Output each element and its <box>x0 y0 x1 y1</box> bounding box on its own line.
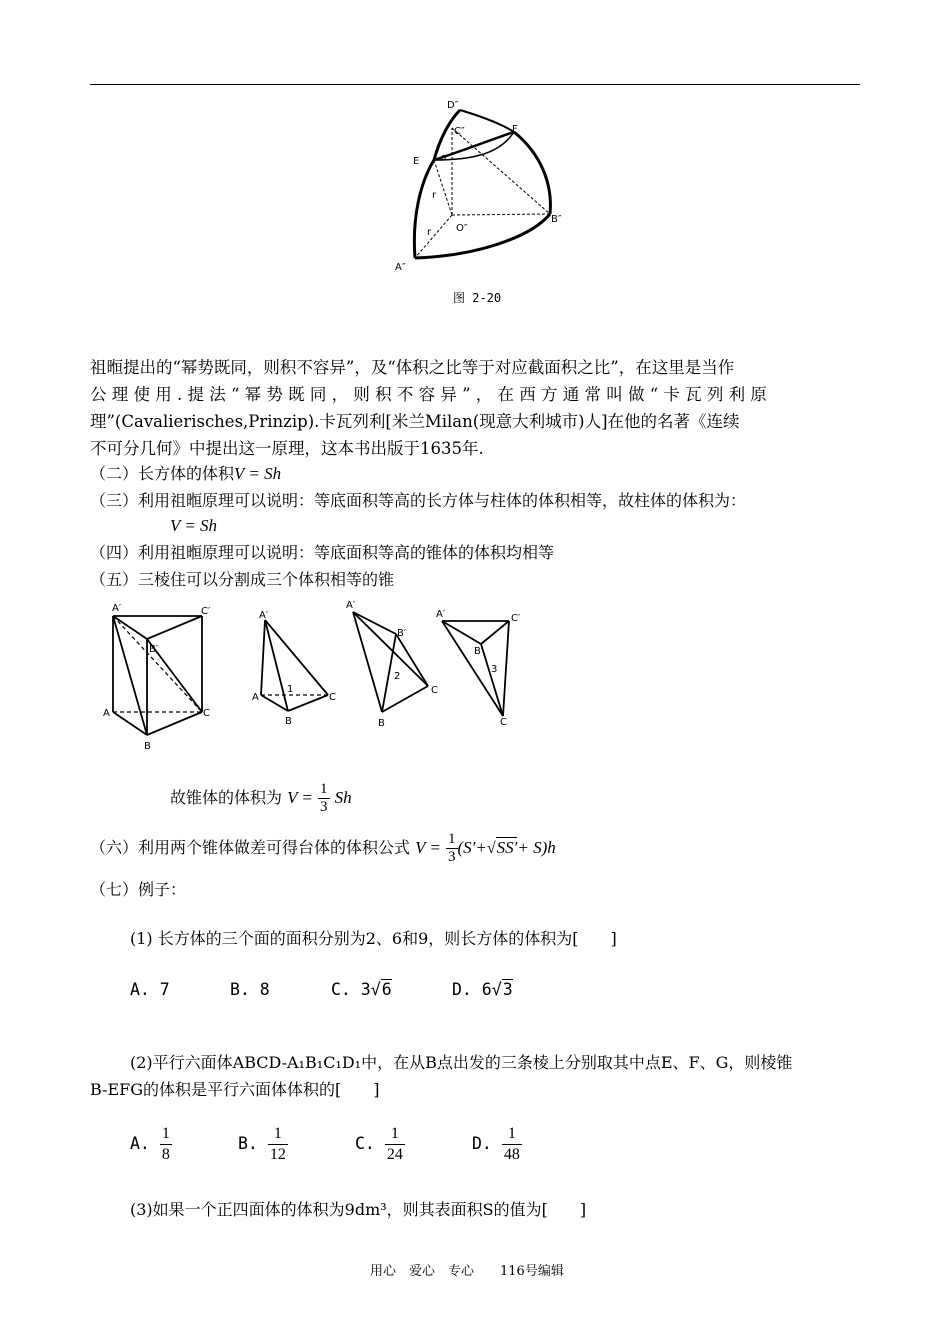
p4-c: C <box>500 717 507 728</box>
frustum-volume-line: （六）利用两个锥体做差可得台体的体积公式 V = $\frac{1}{3}$ (S′+√SS′+ S)h <box>90 831 556 865</box>
intro-line-4: 不可分几何》中提出这一原理，这本书出版于1635年. <box>90 439 484 458</box>
p3-num: 2 <box>394 671 401 682</box>
intro-paragraph <box>90 354 860 462</box>
pyramid-3 <box>442 621 509 716</box>
p1-a: A <box>103 708 110 719</box>
frustum-fraction: $\frac{1}{3}$ <box>448 831 456 865</box>
question-1: (1) 长方体的三个面的面积分别为2、6和9，则长方体的体积为[ ] <box>130 929 617 948</box>
item-3: （三）利用祖暅原理可以说明：等底面积等高的长方体与柱体的体积相等，故柱体的体积为： <box>90 491 747 510</box>
label-c: C″ <box>454 126 465 137</box>
question-2-line-2: B-EFG的体积是平行六面体体积的[ ] <box>90 1080 380 1099</box>
p4-num: 3 <box>491 664 498 675</box>
label-r2: r <box>427 227 432 238</box>
question-2-line-1: (2)平行六面体ABCD-A₁B₁C₁D₁中，在从B点出发的三条棱上分别取其中点E、F、G，则棱锥 <box>130 1053 793 1072</box>
q1-option-c: C. 3√6 <box>331 980 392 999</box>
label-d: D″ <box>447 100 459 111</box>
label-b: B″ <box>551 214 562 225</box>
prism-full <box>113 616 202 735</box>
p3-c: C <box>431 685 438 696</box>
cone-fraction: $\frac{1}{3}$ <box>320 781 328 815</box>
box-volume-formula: V = Sh <box>234 464 282 483</box>
arc-f-b <box>514 132 550 214</box>
p2-a1: A′ <box>259 610 269 621</box>
p3-b1: B′ <box>397 628 407 639</box>
p1-b1: B′ <box>149 644 159 655</box>
figure-caption: 图 2-20 <box>453 291 502 305</box>
p1-b: B <box>144 741 151 752</box>
q2-option-d: D. $\frac{1}{48}$ <box>472 1125 520 1163</box>
label-r1: r <box>432 190 437 201</box>
p2-b: B <box>285 716 292 727</box>
p3-a1: A′ <box>346 600 356 611</box>
figure-2-20 <box>390 98 580 308</box>
arc-d-f <box>460 110 514 132</box>
p3-b: B <box>378 718 385 729</box>
intro-line-2: 公 理 使 用 . 提 法 “ 幂 势 既 同 ， 则 积 不 容 异 ” ， 在 西 方 通 常 叫 做 “ 卡 瓦 列 利 原 <box>90 385 767 404</box>
label-o: O″ <box>456 223 468 234</box>
frustum-sqrt: SS′ <box>496 838 518 857</box>
p4-b1: B′ <box>474 646 484 657</box>
q2-option-a: A. $\frac{1}{8}$ <box>130 1125 170 1163</box>
q2-option-c: C. $\frac{1}{24}$ <box>355 1125 403 1163</box>
q2-option-b: B. $\frac{1}{12}$ <box>238 1125 286 1163</box>
axis-o-b <box>452 214 550 215</box>
cylinder-volume-formula: V = Sh <box>170 516 218 535</box>
p2-a: A <box>252 692 259 703</box>
p4-c1: C′ <box>511 613 521 624</box>
header-rule <box>90 84 860 85</box>
arc-a-e <box>414 160 434 258</box>
label-a: a <box>441 153 447 163</box>
p4-a1: A′ <box>436 609 446 620</box>
q1-option-d: D. 6√3 <box>452 980 513 999</box>
arc-b-a <box>415 214 550 258</box>
p1-c: C <box>203 708 210 719</box>
pyramid-2 <box>353 612 428 712</box>
examples-label: （七）例子： <box>90 880 187 899</box>
q1-option-b: B. 8 <box>230 980 270 999</box>
p1-c1: C′ <box>201 606 211 617</box>
p1-a1: A′ <box>112 603 122 614</box>
cone-volume-line: 故锥体的体积为 V = $\frac{1}{3}$ Sh <box>170 781 352 815</box>
prism-decomposition-figure <box>95 598 535 758</box>
label-an: A″ <box>395 262 406 273</box>
item-4: （四）利用祖暅原理可以说明：等底面积等高的锥体的体积均相等 <box>90 543 555 562</box>
axis-o-a <box>415 215 452 258</box>
q1-option-a: A. 7 <box>130 980 170 999</box>
p2-c: C <box>329 692 336 703</box>
page-footer: 用心 爱心 专心 116号编辑 <box>370 1264 564 1279</box>
p2-num: 1 <box>287 684 294 695</box>
label-f: F <box>512 124 518 135</box>
pyramid-1 <box>261 620 328 711</box>
intro-line-3: 理”(Cavalierisches,Prinzip).卡瓦列利[米兰Milan(现意大利城市)人]在他的名著《连续 <box>90 412 740 431</box>
item-2: （二）长方体的体积V = Sh <box>90 464 282 483</box>
item-5: （五）三棱住可以分割成三个体积相等的锥 <box>90 570 395 589</box>
question-3: (3)如果一个正四面体的体积为9dm³，则其表面积S的值为[ ] <box>130 1200 587 1219</box>
axis-c-b <box>452 128 550 214</box>
label-e: E <box>413 156 420 167</box>
radius-o-e <box>434 160 452 215</box>
intro-line-1: 祖暅提出的“幂势既同，则积不容异”，及“体积之比等于对应截面积之比”，在这里是当作 <box>90 358 735 377</box>
